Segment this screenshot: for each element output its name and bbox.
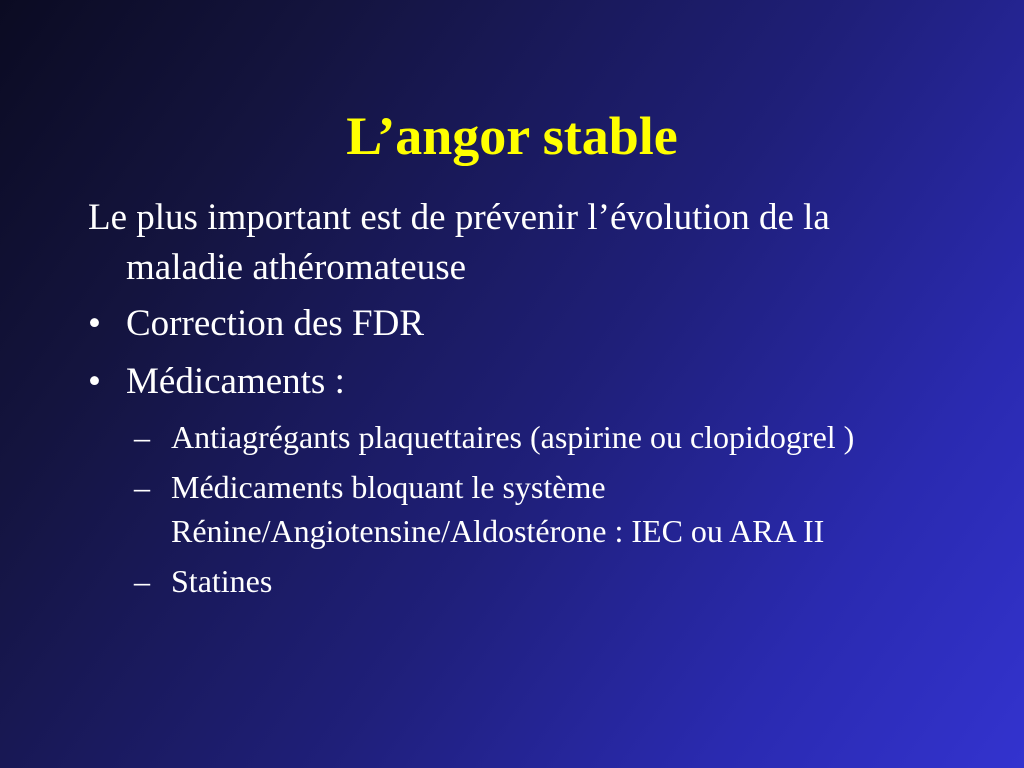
sub-item xyxy=(88,465,928,553)
sub-item-text: Statines xyxy=(171,563,273,599)
dash-marker: – xyxy=(134,469,150,505)
intro-text: Le plus important est de prévenir l’évolution de la maladie athéromateuse xyxy=(88,197,830,288)
sub-item-text: Antiagrégants plaquettaires (aspirine ou clopidogrel ) xyxy=(171,419,855,455)
dash-marker: – xyxy=(134,563,150,599)
sub-item-text: Médicaments bloquant le système Rénine/Angiotensine/Aldostérone : IEC ou ARA II xyxy=(171,469,825,549)
bullet-text: Médicaments : xyxy=(126,361,345,402)
sub-item xyxy=(88,415,928,459)
dash-marker: – xyxy=(134,419,150,455)
sub-item xyxy=(88,559,928,603)
bullet-marker: • xyxy=(88,303,101,344)
bullet-text: Correction des FDR xyxy=(126,303,425,344)
bullet-item xyxy=(88,357,928,407)
bullet-marker: • xyxy=(88,361,101,402)
slide-title: L’angor stable xyxy=(346,106,678,166)
slide-body xyxy=(88,193,928,609)
bullet-item xyxy=(88,299,928,349)
